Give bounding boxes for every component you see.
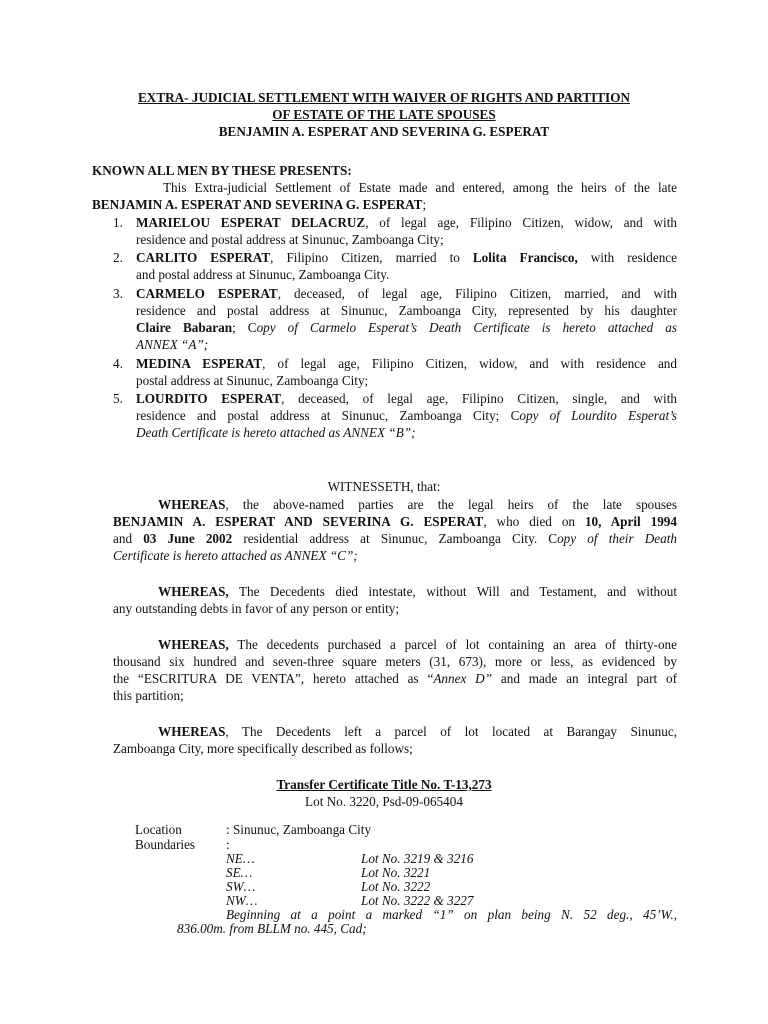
whereas-4-line-1: WHEREAS, The Decedents left a parcel of lot located at Barangay Sinunuc, bbox=[158, 724, 677, 739]
boundary-direction: SW… bbox=[226, 879, 256, 894]
heir-number: 1. bbox=[113, 215, 123, 230]
whereas-3-line-2: thousand six hundred and seven-three square meters (31, 673), more or less, as evidenced by bbox=[113, 654, 677, 669]
whereas-1-line-3: and 03 June 2002 residential address at Sinunuc, Zamboanga City. Copy of their Death bbox=[113, 531, 677, 546]
whereas-2-line-2: any outstanding debts in favor of any person or entity; bbox=[113, 601, 400, 616]
whereas-2-line-1: WHEREAS, The Decedents died intestate, without Will and Testament, and without bbox=[158, 584, 677, 599]
heir-number: 5. bbox=[113, 391, 123, 406]
location-value: : Sinunuc, Zamboanga City bbox=[226, 822, 372, 837]
boundary-direction: SE… bbox=[226, 865, 253, 880]
whereas-1-line-4: Certificate is hereto attached as ANNEX “C”; bbox=[113, 548, 358, 563]
heir-5-line-1: LOURDITO ESPERAT, deceased, of legal age, Filipino Citizen, single, and with bbox=[136, 391, 677, 406]
location-label: Location bbox=[135, 822, 182, 837]
heir-4-line-2: postal address at Sinunuc, Zamboanga City; bbox=[136, 373, 369, 388]
boundary-lot: Lot No. 3222 & 3227 bbox=[361, 893, 474, 908]
heir-2-line-2: and postal address at Sinunuc, Zamboanga City. bbox=[136, 267, 390, 282]
whereas-1-line-2: BENJAMIN A. ESPERAT AND SEVERINA G. ESPERAT, who died on 10, April 1994 bbox=[113, 514, 677, 529]
whereas-3-line-1: WHEREAS, The decedents purchased a parcel of lot containing an area of thirty-one bbox=[158, 637, 677, 652]
title-line-3: BENJAMIN A. ESPERAT AND SEVERINA G. ESPERAT bbox=[218, 124, 550, 139]
boundary-lot: Lot No. 3222 bbox=[361, 879, 431, 894]
whereas-4-line-2: Zamboanga City, more specifically described as follows; bbox=[113, 741, 413, 756]
boundary-direction: NE… bbox=[226, 851, 255, 866]
heir-5-line-2: residence and postal address at Sinunuc, Zamboanga City; Copy of Lourdito Esperat’s bbox=[136, 408, 677, 423]
heir-number: 3. bbox=[113, 286, 123, 301]
heir-number: 4. bbox=[113, 356, 123, 371]
boundary-lot: Lot No. 3219 & 3216 bbox=[361, 851, 474, 866]
boundary-direction: NW… bbox=[226, 893, 258, 908]
whereas-3-line-4: this partition; bbox=[113, 688, 184, 703]
tct-title: Transfer Certificate Title No. T-13,273 bbox=[276, 777, 492, 792]
heir-3-line-3: Claire Babaran; Copy of Carmelo Esperat’s Death Certificate is hereto attached as bbox=[136, 320, 678, 335]
heir-3-line-1: CARMELO ESPERAT, deceased, of legal age, Filipino Citizen, married, and with bbox=[136, 286, 677, 301]
property-description-line-1: Beginning at a point a marked “1” on plan being N. 52 deg., 45’W., bbox=[226, 907, 677, 922]
intro-line-2: BENJAMIN A. ESPERAT AND SEVERINA G. ESPERAT; bbox=[92, 197, 427, 212]
whereas-3-line-3: the “ESCRITURA DE VENTA”, hereto attached as “Annex D” and made an integral part of bbox=[113, 671, 677, 686]
heir-number: 2. bbox=[113, 250, 123, 265]
heir-4-line-1: MEDINA ESPERAT, of legal age, Filipino Citizen, widow, and with residence and bbox=[136, 356, 677, 371]
intro-line-1: This Extra-judicial Settlement of Estate made and entered, among the heirs of the late bbox=[163, 180, 677, 195]
heir-5-line-3: Death Certificate is hereto attached as ANNEX “B”; bbox=[136, 425, 416, 440]
heir-1-line-2: residence and postal address at Sinunuc, Zamboanga City; bbox=[136, 232, 444, 247]
known-all-men: KNOWN ALL MEN BY THESE PRESENTS: bbox=[92, 163, 352, 178]
heir-3-line-2: residence and postal address at Sinunuc, Zamboanga City, represented by his daughter bbox=[136, 303, 677, 318]
title-line-1: EXTRA- JUDICIAL SETTLEMENT WITH WAIVER OF RIGHTS AND PARTITION bbox=[138, 90, 630, 105]
tct-lot: Lot No. 3220, Psd-09-065404 bbox=[305, 794, 463, 809]
boundaries-label: Boundaries bbox=[135, 837, 196, 852]
whereas-1-line-1: WHEREAS, the above-named parties are the legal heirs of the late spouses bbox=[158, 497, 677, 512]
property-description-line-2: 836.00m. from BLLM no. 445, Cad; bbox=[177, 921, 367, 936]
heir-3-line-4: ANNEX “A”; bbox=[136, 337, 209, 352]
title-line-2: OF ESTATE OF THE LATE SPOUSES bbox=[272, 107, 496, 122]
boundaries-value: : bbox=[226, 837, 230, 852]
heir-1-line-1: MARIELOU ESPERAT DELACRUZ, of legal age, Filipino Citizen, widow, and with bbox=[136, 215, 677, 230]
boundary-lot: Lot No. 3221 bbox=[361, 865, 431, 880]
heir-2-line-1: CARLITO ESPERAT, Filipino Citizen, married to Lolita Francisco, with residence bbox=[136, 250, 678, 265]
witnesseth-heading: WITNESSETH, that: bbox=[327, 479, 441, 494]
